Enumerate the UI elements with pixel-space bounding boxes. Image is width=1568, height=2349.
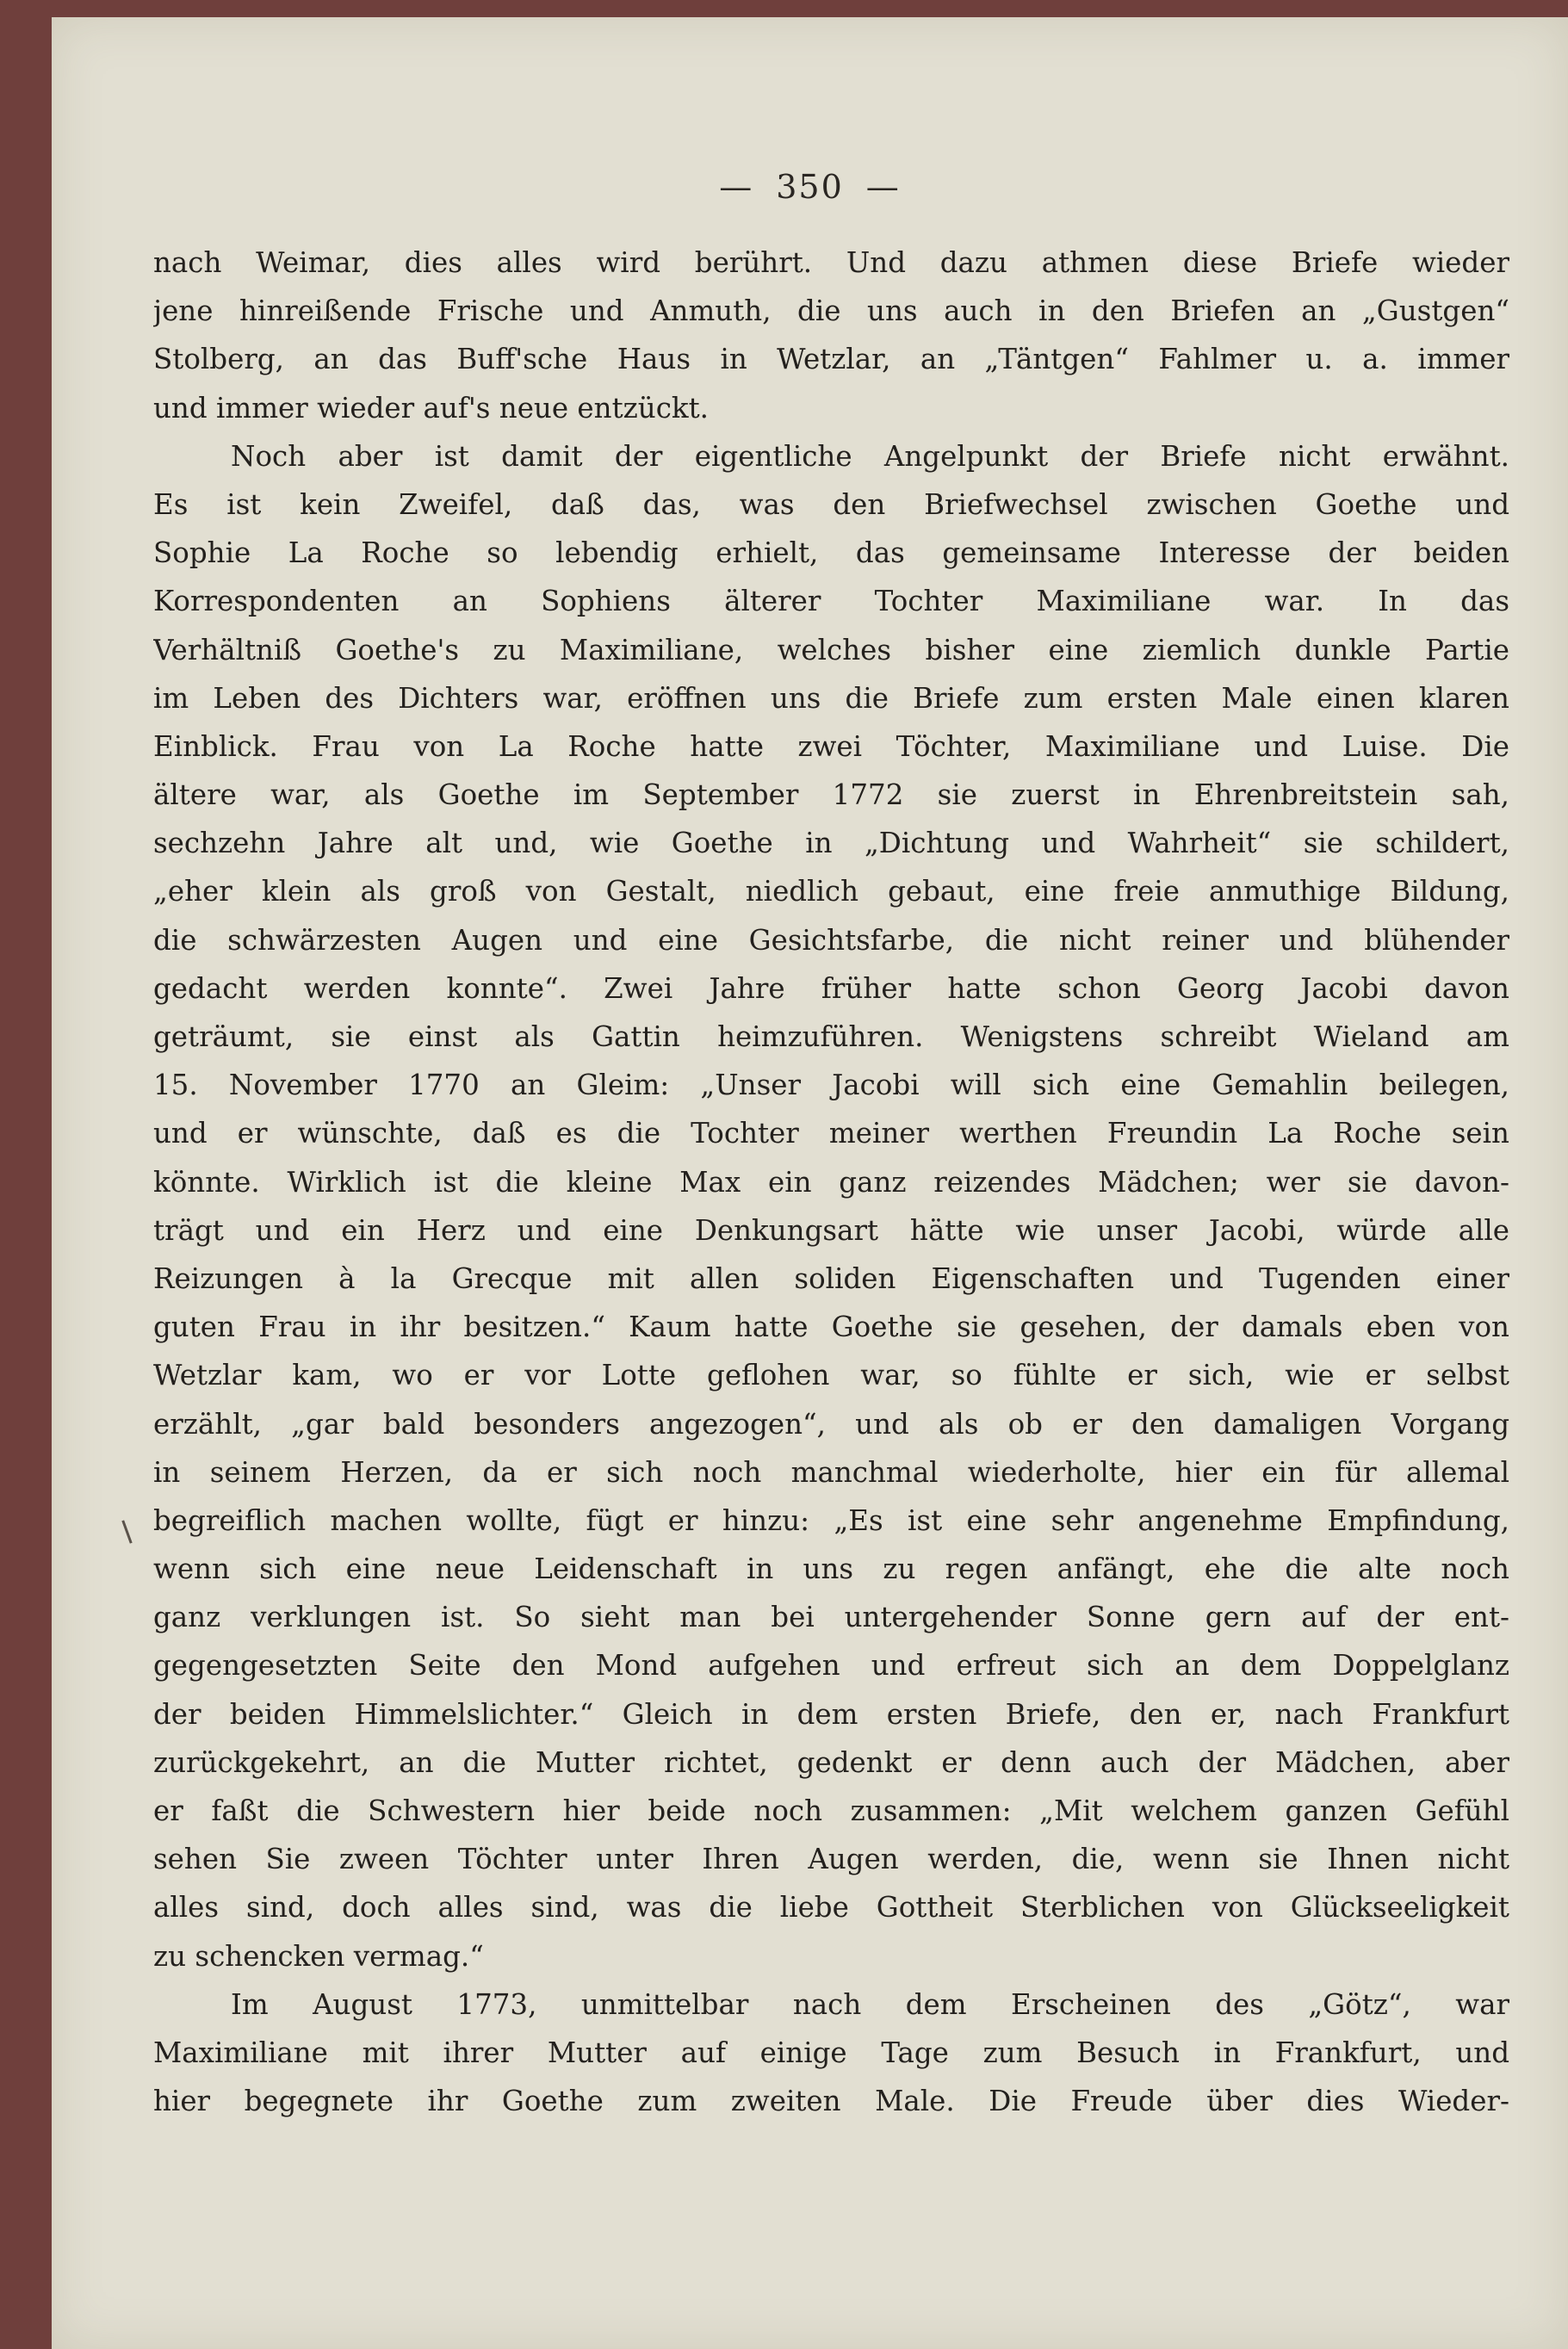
- text-line: in seinem Herzen, da er sich noch manchmal wiederholte, hier ein für allemal: [153, 1455, 1509, 1489]
- text-line: Es ist kein Zweifel, daß das, was den Briefwechsel zwischen Goethe und: [153, 487, 1509, 521]
- text-line: Stolberg, an das Buff'sche Haus in Wetzlar, an „Täntgen“ Fahlmer u. a. immer: [153, 343, 1509, 376]
- text-line: trägt und ein Herz und eine Denkungsart hätte wie unser Jacobi, würde alle: [153, 1213, 1509, 1247]
- text-line: und immer wieder auf's neue entzückt.: [153, 391, 709, 425]
- text-line: ältere war, als Goethe im September 1772 sie zuerst in Ehrenbreitstein sah,: [153, 778, 1509, 812]
- text-line: könnte. Wirklich ist die kleine Max ein ganz reizendes Mädchen; wer sie davon-: [153, 1165, 1509, 1199]
- text-line: sechzehn Jahre alt und, wie Goethe in „Dichtung und Wahrheit“ sie schildert,: [153, 827, 1509, 860]
- text-line: die schwärzesten Augen und eine Gesichtsfarbe, die nicht reiner und blühender: [153, 923, 1509, 957]
- text-line: ganz verklungen ist. So sieht man bei untergehender Sonne gern auf der ent-: [153, 1601, 1509, 1634]
- page-number-value: 350: [776, 168, 844, 206]
- text-line: gedacht werden konnte“. Zwei Jahre früher hatte schon Georg Jacobi davon: [153, 971, 1509, 1005]
- text-line: Wetzlar kam, wo er vor Lotte geflohen war, so fühlte er sich, wie er selbst: [153, 1359, 1509, 1392]
- text-line: guten Frau in ihr besitzen.“ Kaum hatte Goethe sie gesehen, der damals eben von: [153, 1311, 1509, 1344]
- text-line: hier begegnete ihr Goethe zum zweiten Male. Die Freude über dies Wieder-: [153, 2085, 1509, 2118]
- text-line: Im August 1773, unmittelbar nach dem Erscheinen des „Götz“, war: [231, 1987, 1509, 2021]
- text-line: zurückgekehrt, an die Mutter richtet, gedenkt er denn auch der Mädchen, aber: [153, 1745, 1509, 1779]
- text-line: der beiden Himmelslichter.“ Gleich in dem ersten Briefe, den er, nach Frankfurt: [153, 1697, 1509, 1731]
- dash-right: —: [865, 168, 901, 206]
- text-line: gegengesetzten Seite den Mond aufgehen und erfreut sich an dem Doppelglanz: [153, 1649, 1509, 1683]
- dash-left: —: [719, 168, 754, 206]
- text-line: im Leben des Dichters war, eröffnen uns die Briefe zum ersten Male einen klaren: [153, 681, 1509, 715]
- text-line: begreiflich machen wollte, fügt er hinzu: „Es ist eine sehr angenehme Empfindung,: [153, 1503, 1509, 1537]
- text-line: und er wünschte, daß es die Tochter meiner werthen Freundin La Roche sein: [153, 1117, 1509, 1150]
- text-line: alles sind, doch alles sind, was die liebe Gottheit Sterblichen von Glückseeligkeit: [153, 1891, 1509, 1924]
- text-line: Maximiliane mit ihrer Mutter auf einige Tage zum Besuch in Frankfurt, und: [153, 2036, 1509, 2069]
- text-line: er faßt die Schwestern hier beide noch zusammen: „Mit welchem ganzen Gefühl: [153, 1794, 1509, 1827]
- text-line: „eher klein als groß von Gestalt, niedlich gebaut, eine freie anmuthige Bildung,: [153, 875, 1509, 908]
- text-line: Einblick. Frau von La Roche hatte zwei Töchter, Maximiliane und Luise. Die: [153, 729, 1509, 763]
- text-line: nach Weimar, dies alles wird berührt. Und dazu athmen diese Briefe wieder: [153, 246, 1509, 279]
- text-line: zu schencken vermag.“: [153, 1939, 484, 1973]
- text-line: Verhältniß Goethe's zu Maximiliane, welches bisher eine ziemlich dunkle Partie: [153, 633, 1509, 666]
- text-line: wenn sich eine neue Leidenschaft in uns zu regen anfängt, ehe die alte noch: [153, 1553, 1509, 1586]
- text-line: Sophie La Roche so lebendig erhielt, das gemeinsame Interesse der beiden: [153, 536, 1509, 570]
- text-line: geträumt, sie einst als Gattin heimzuführen. Wenigstens schreibt Wieland am: [153, 1020, 1509, 1053]
- text-line: erzählt, „gar bald besonders angezogen“, und als ob er den damaligen Vorgang: [153, 1407, 1509, 1441]
- text-line: Noch aber ist damit der eigentliche Angelpunkt der Briefe nicht erwähnt.: [231, 439, 1509, 473]
- page-number: [52, 168, 1568, 206]
- text-line: Korrespondenten an Sophiens älterer Tochter Maximiliane war. In das: [153, 585, 1509, 618]
- text-line: sehen Sie zween Töchter unter Ihren Augen werden, die, wenn sie Ihnen nicht: [153, 1843, 1509, 1876]
- body-text: [153, 239, 1509, 2125]
- text-line: Reizungen à la Grecque mit allen soliden Eigenschaften und Tugenden einer: [153, 1261, 1509, 1295]
- text-line: 15. November 1770 an Gleim: „Unser Jacobi will sich eine Gemahlin beilegen,: [153, 1069, 1509, 1102]
- text-line: jene hinreißende Frische und Anmuth, die uns auch in den Briefen an „Gustgen“: [153, 294, 1509, 328]
